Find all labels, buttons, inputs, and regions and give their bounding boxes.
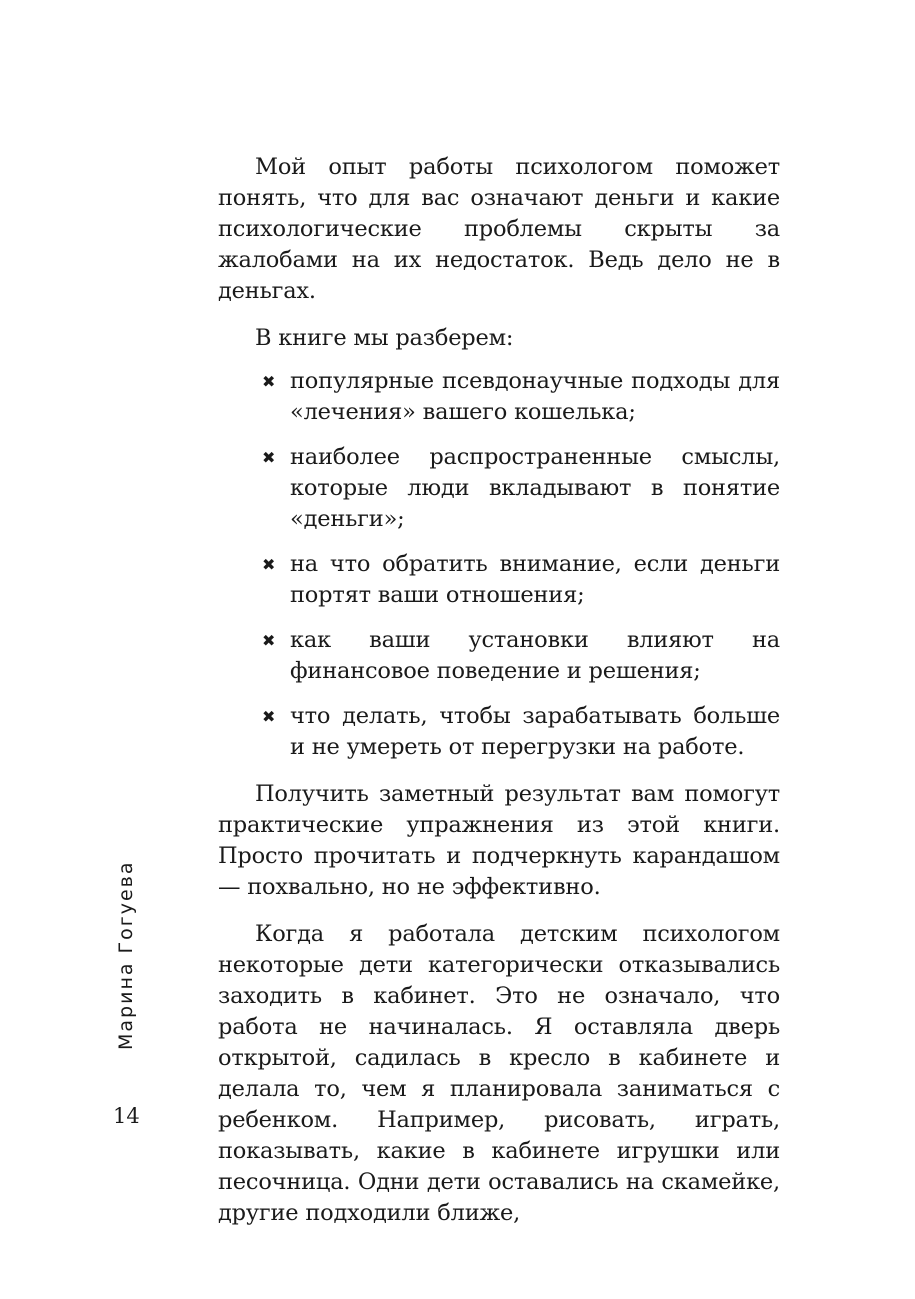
- body-text-column: [218, 152, 780, 1245]
- topics-list: [218, 366, 780, 763]
- list-item-text: на что обратить внимание, если деньги портят ваши отношения;: [290, 551, 780, 608]
- list-item-text: наиболее распространенные смыслы, которые люди вкладывают в понятие «деньги»;: [290, 444, 780, 532]
- cross-bullet-icon: ✖: [262, 448, 276, 467]
- list-item-text: как ваши установки влияют на финансовое поведение и решения;: [290, 627, 780, 684]
- cross-bullet-icon: ✖: [262, 631, 276, 650]
- page-number: 14: [113, 1104, 140, 1128]
- list-item: [218, 366, 780, 428]
- list-item: [218, 625, 780, 687]
- list-item: [218, 701, 780, 763]
- list-item: [218, 549, 780, 611]
- list-item-text: что делать, чтобы зарабатывать больше и не умереть от перегрузки на работе.: [290, 703, 780, 760]
- author-name: Марина Гогуева: [115, 860, 137, 1050]
- cross-bullet-icon: ✖: [262, 372, 276, 391]
- list-intro: В книге мы разберем:: [255, 325, 514, 351]
- paragraph-exercises: Получить заметный результат вам помогут практические упражнения из этой книги. Просто прочитать и подчеркнуть карандашом — похвально, но не эффективно.: [218, 781, 780, 900]
- cross-bullet-icon: ✖: [262, 555, 276, 574]
- list-item-text: популярные псевдонаучные подходы для «лечения» вашего кошелька;: [290, 368, 780, 425]
- running-head: [112, 860, 140, 1050]
- list-item: [218, 442, 780, 535]
- paragraph-intro: Мой опыт работы психологом поможет понять, что для вас означают деньги и какие психологические проблемы скрыты за жалобами на их недостаток. Ведь дело не в деньгах.: [218, 154, 780, 304]
- cross-bullet-icon: ✖: [262, 707, 276, 726]
- paragraph-story: Когда я работала детским психологом некоторые дети категорически отказывались заходить в кабинет. Это не означало, что работа не начиналась. Я оставляла дверь открытой, садилась в кресло в кабинете и делала то, чем я планировала заниматься с ребенком. Например, рисовать, играть, показывать, какие в кабинете игрушки или песочница. Одни дети оставались на скамейке, другие подходили ближе,: [218, 921, 780, 1226]
